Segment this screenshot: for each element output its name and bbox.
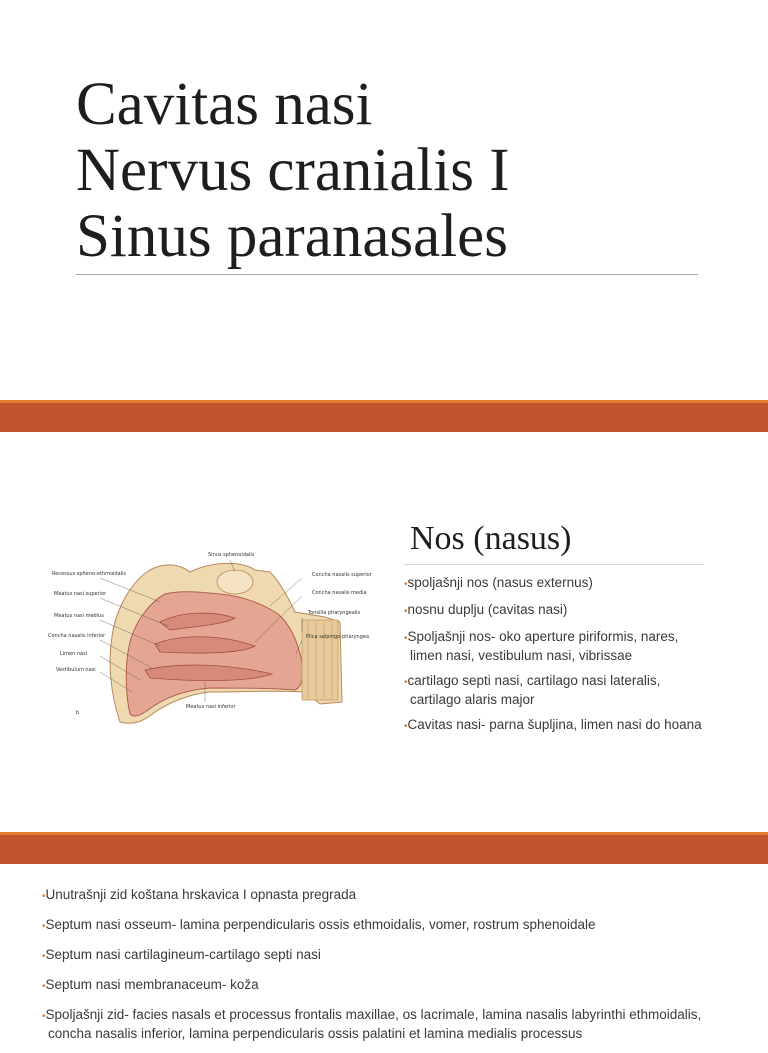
label-limen-nasi: Limen nasi <box>60 651 88 657</box>
label-panel-letter: b <box>76 710 80 716</box>
label-sinus-sphenoidalis: Sinus sphenoidalis <box>208 552 255 558</box>
label-meatus-inferior: Meatus nasi inferior <box>186 704 236 710</box>
list-item: • spoljašnji nos (nasus externus) <box>404 574 704 593</box>
label-concha-superior: Concha nasalis superior <box>312 572 372 578</box>
slide-divider <box>0 400 768 432</box>
septum-slide <box>0 864 768 1041</box>
label-concha-media: Concha nasalis media <box>312 590 367 596</box>
label-tonsilla: Tonsilla pharyngealis <box>308 610 361 616</box>
nasus-slide <box>0 432 768 832</box>
title-line-1: Cavitas nasi <box>76 71 373 138</box>
label-meatus-medius: Meatus nasi medius <box>54 613 104 619</box>
label-recessus: Recessus spheno-ethmoidalis <box>52 571 127 577</box>
slide-title <box>76 72 696 270</box>
list-item: • Septum nasi membranaceum- koža <box>42 976 722 995</box>
title-line-2: Nervus cranialis I <box>76 137 510 204</box>
label-vestibulum: Vestibulum nasi <box>56 667 96 673</box>
nasus-bullet-list <box>404 574 704 743</box>
list-item: • Unutrašnji zid koštana hrskavica I opnasta pregrada <box>42 886 722 905</box>
list-item: • Spoljašnji nos- oko aperture piriformis, nares, limen nasi, vestibulum nasi, vibrissae <box>404 628 704 664</box>
heading-underline <box>404 564 704 565</box>
list-item: • Septum nasi cartilagineum-cartilago septi nasi <box>42 946 722 965</box>
list-item: • cartilago septi nasi, cartilago nasi lateralis, cartilago alaris major <box>404 672 704 708</box>
title-line-3: Sinus paranasales <box>76 203 508 270</box>
label-meatus-superior: Meatus nasi superior <box>54 591 107 597</box>
label-concha-inferior: Concha nasalis inferior <box>48 633 106 639</box>
nasal-cavity-figure <box>40 542 372 732</box>
list-item: • Septum nasi osseum- lamina perpendicularis ossis ethmoidalis, vomer, rostrum sphenoidale <box>42 916 722 935</box>
list-item: • Spoljašnji zid- facies nasals et processus frontalis maxillae, os lacrimale, lamina nasalis labyrinthi ethmoidalis, concha nasalis inferior, lamina perpendicularis ossis palatini et lamina medialis processus <box>42 1006 722 1042</box>
septum-bullet-list <box>42 886 722 1053</box>
section-heading: Nos (nasus) <box>410 520 572 557</box>
label-plica: Plica salpingo-pharyngea <box>306 634 370 640</box>
list-item: • Cavitas nasi- parna šupljina, limen nasi do hoana <box>404 716 704 735</box>
title-underline <box>76 274 698 275</box>
slide-divider <box>0 832 768 864</box>
title-slide <box>0 0 768 400</box>
list-item: • nosnu duplju (cavitas nasi) <box>404 601 704 620</box>
